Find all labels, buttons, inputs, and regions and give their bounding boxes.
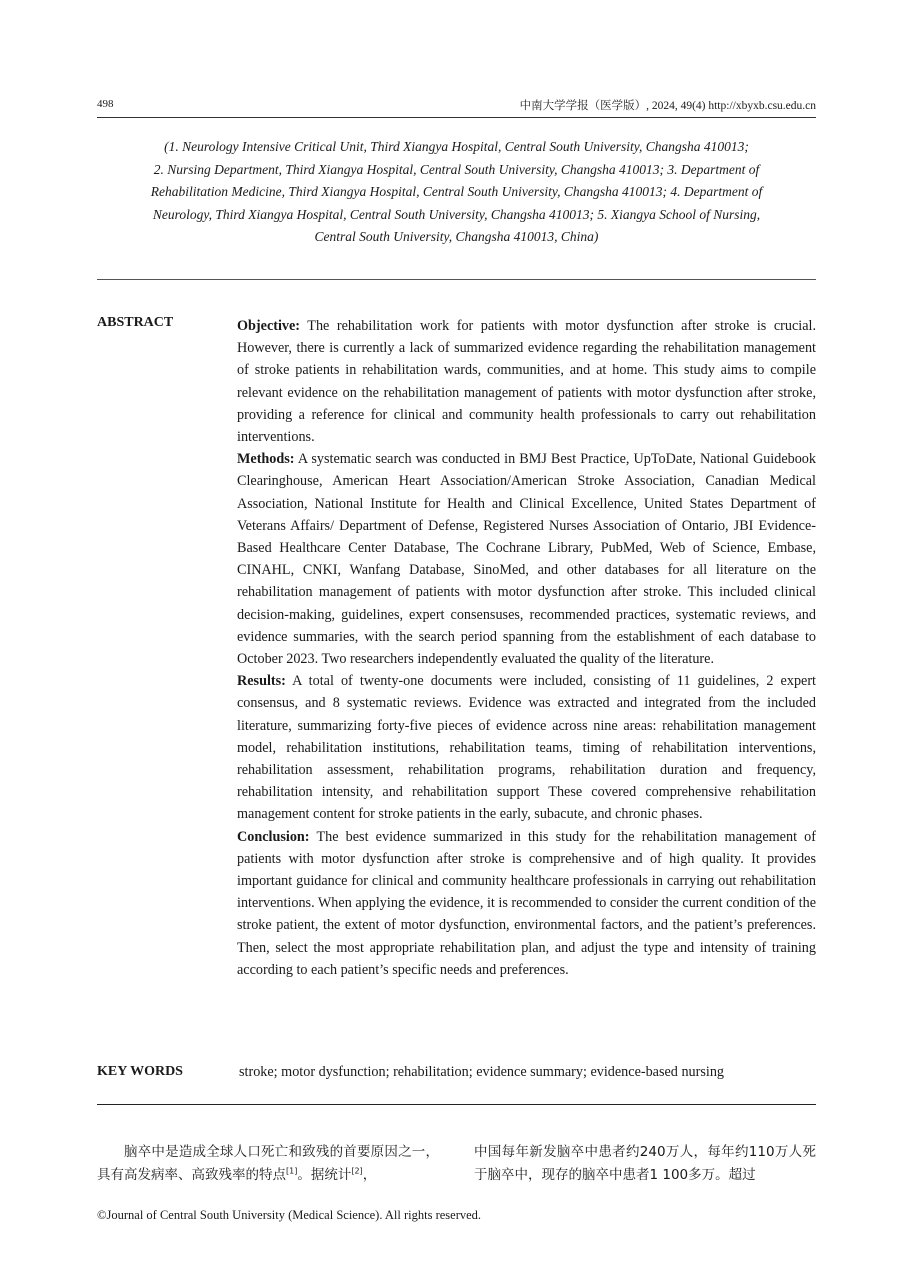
body-column-right — [474, 1141, 816, 1187]
affiliations — [97, 136, 816, 249]
body-paragraph — [97, 1141, 439, 1187]
section-text: A systematic search was conducted in BMJ Best Practice, UpToDate, National Guidebook Clearinghouse, American Heart Association/American Stroke Association, Canadian Medical Association, National Institute for Health and Clinical Excellence, United States Department of Veterans Affairs/ Department of Defense, Registered Nurses Association of Ontario, JBI Evidence-Based Healthcare Center Database, The Cochrane Library, PubMed, Web of Science, Embase, CINAHL, CNKI, Wanfang Database, SinoMed, and other databases for all literature on the rehabilitation management of patients with motor dysfunction after stroke. This included clinical decision-making, guidelines, expert consensuses, recommended practices, systematic reviews, and evidence summaries, with the search period spanning from the establishment of each database to October 2023. Two researchers independently evaluated the quality of the literature. — [237, 451, 816, 668]
body-column-left — [97, 1141, 439, 1187]
body-paragraph: 中国每年新发脑卒中患者约240万人，每年约110万人死于脑卒中，现存的脑卒中患者1 100多万。超过 — [474, 1144, 816, 1183]
section-text: The rehabilitation work for patients with motor dysfunction after stroke is crucial. However, there is currently a lack of summarized evidence regarding the rehabilitation management of stroke patients in rehabilitation wards, communities, and at home. This study aims to compile relevant evidence on the rehabilitation management of patients with motor dysfunction after stroke, providing a reference for clinical and community health professionals to carry out rehabilitation interventions. — [237, 318, 816, 446]
section-text: A total of twenty-one documents were included, consisting of 11 guidelines, 2 expert consensus, and 8 systematic reviews. Evidence was extracted and integrated from the included literature, summarizing forty-five pieces of evidence across nine areas: rehabilitation management model, rehabilitation institutions, rehabilitation teams, timing of rehabilitation interventions, rehabilitation assessment, rehabilitation programs, rehabilitation duration and frequency, rehabilitation intensity, and rehabilitation support These covered comprehensive rehabilitation management content for stroke patients in the early, subacute, and chronic phases. — [237, 673, 816, 823]
running-head: 中南大学学报（医学版）, 2024, 49(4) http://xbyxb.csu.edu.cn — [519, 100, 816, 112]
abstract-results — [237, 670, 816, 825]
body-text: 脑卒中是造成全球人口死亡和致残的首要原因之一，具有高发病率、高致残率的特点 — [97, 1144, 439, 1183]
divider-top — [97, 279, 816, 280]
section-heading: Methods: — [237, 451, 295, 468]
page-header — [97, 97, 816, 118]
affiliation-line: Neurology, Third Xiangya Hospital, Central South University, Changsha 410013; 5. Xiangya School of Nursing, — [152, 206, 761, 222]
affiliation-line: 2. Nursing Department, Third Xiangya Hospital, Central South University, Changsha 410013; 3. Department of — [153, 161, 760, 177]
citation-2[interactable]: [2] — [351, 1166, 363, 1176]
citation-1[interactable]: [1] — [286, 1166, 298, 1176]
abstract-body — [237, 315, 816, 981]
affiliation-line: Rehabilitation Medicine, Third Xiangya Hospital, Central South University, Changsha 410013; 4. Department of — [150, 184, 763, 199]
affiliation-line: (1. Neurology Intensive Critical Unit, Third Xiangya Hospital, Central South University, Changsha 410013; — [164, 139, 749, 154]
abstract-objective — [237, 315, 816, 448]
abstract-label: ABSTRACT — [97, 315, 174, 330]
keywords-text: stroke; motor dysfunction; rehabilitation; evidence summary; evidence-based nursing — [239, 1064, 725, 1080]
page-number: 498 — [97, 98, 114, 110]
body-text: ， — [362, 1167, 377, 1183]
abstract-methods — [237, 448, 816, 670]
section-heading: Results: — [237, 673, 286, 690]
section-text: The best evidence summarized in this study for the rehabilitation management of patients with motor dysfunction after stroke is comprehensive and of high quality. It provides important guidance for clinical and community healthcare professionals in carrying out rehabilitation interventions. When applying the evidence, it is recommended to consider the current condition of the stroke patient, the extent of motor dysfunction, environmental factors, and the patient’s preferences. Then, select the most appropriate rehabilitation plan, and adjust the type and intensity of training according to each patient’s specific needs and preferences. — [237, 828, 816, 978]
copyright-footer: ©Journal of Central South University (Medical Science). All rights reserved. — [97, 1208, 482, 1222]
body-text: 。据统计 — [297, 1167, 352, 1183]
section-heading: Objective: — [237, 318, 301, 334]
keywords-label: KEY WORDS — [97, 1064, 183, 1079]
divider-bottom — [97, 1104, 816, 1105]
section-heading: Conclusion: — [237, 828, 310, 845]
affiliation-line: Central South University, Changsha 410013, China) — [314, 229, 599, 244]
abstract-conclusion — [237, 826, 816, 981]
